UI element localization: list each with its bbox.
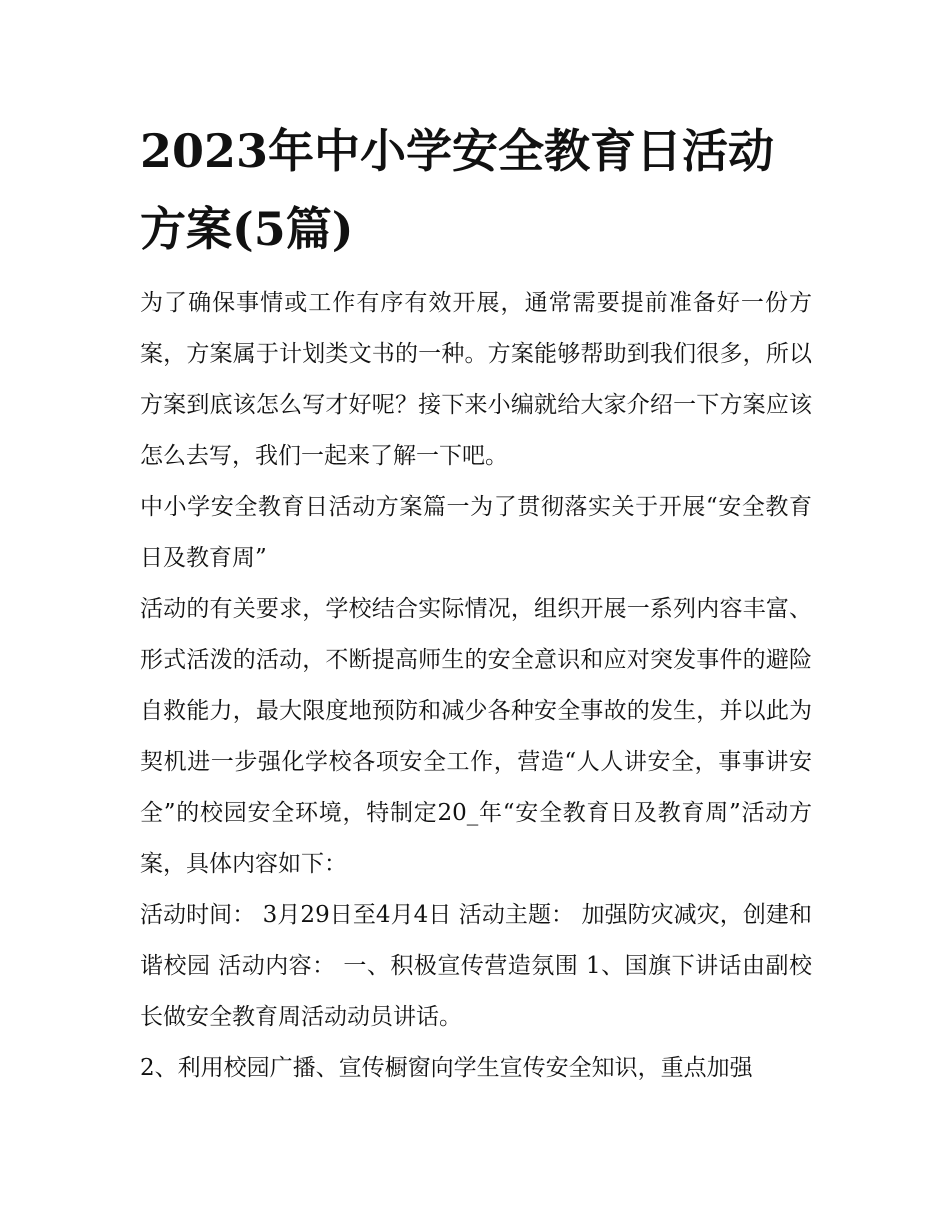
document-page bbox=[140, 112, 812, 1094]
requirements-paragraph: 活动的有关要求，学校结合实际情况，组织开展一系列内容丰富、形式活泼的活动，不断提高师生的安全意识和应对突发事件的避险自救能力，最大限度地预防和减少各种安全事故的发生，并以此为契机进一步强化学校各项安全工作，营造“人人讲安全，事事讲安全”的校园安全环境，特制定20_年“安全教育日及教育周”活动方案，具体内容如下： bbox=[140, 596, 812, 877]
publicity-paragraph: 2、利用校园广播、宣传橱窗向学生宣传安全知识，重点加强 bbox=[140, 1055, 753, 1081]
activity-details-paragraph: 活动时间： 3月29日至4月4日 活动主题： 加强防灾减灾，创建和谐校园 活动内容： 一、积极宣传营造氛围 1、国旗下讲话由副校长做安全教育周活动动员讲话。 bbox=[140, 902, 812, 1030]
section-heading-paragraph: 中小学安全教育日活动方案篇一为了贯彻落实关于开展“安全教育日及教育周” bbox=[140, 494, 812, 571]
intro-paragraph: 为了确保事情或工作有序有效开展，通常需要提前准备好一份方案，方案属于计划类文书的一种。方案能够帮助到我们很多，所以方案到底该怎么写才好呢？接下来小编就给大家介绍一下方案应该怎么去写，我们一起来了解一下吧。 bbox=[140, 290, 812, 469]
document-title: 2023年中小学安全教育日活动方案(5篇) bbox=[140, 124, 775, 256]
